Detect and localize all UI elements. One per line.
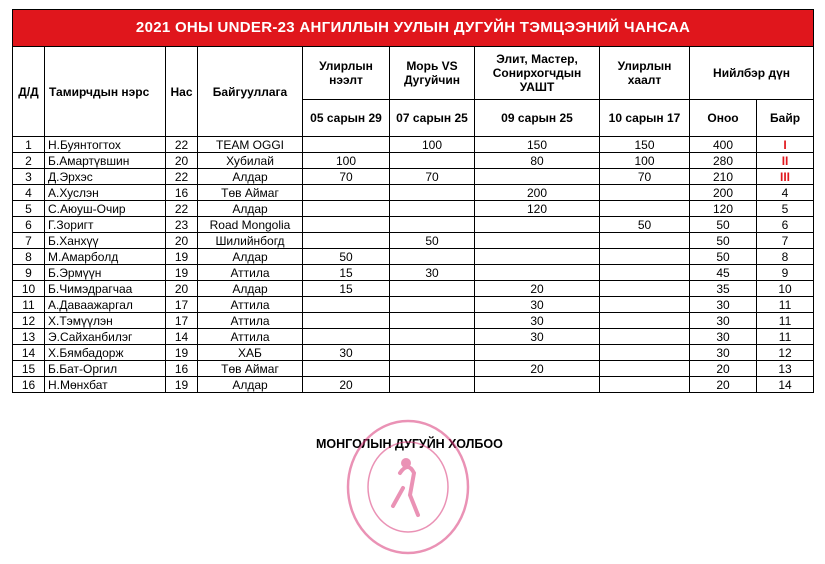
row-number: 16: [13, 377, 45, 393]
row-number: 9: [13, 265, 45, 281]
row-number: 5: [13, 201, 45, 217]
race4-points: [600, 377, 690, 393]
race2-points: 50: [390, 233, 475, 249]
race2-points: [390, 313, 475, 329]
athlete-org: ХАБ: [198, 345, 303, 361]
race4-points: [600, 345, 690, 361]
race3-points: [475, 265, 600, 281]
race2-points: [390, 153, 475, 169]
row-number: 4: [13, 185, 45, 201]
total-points: 30: [690, 345, 757, 361]
athlete-org: Аттила: [198, 297, 303, 313]
row-number: 10: [13, 281, 45, 297]
race3-points: [475, 249, 600, 265]
race2-points: [390, 377, 475, 393]
race3-points: 30: [475, 329, 600, 345]
col-header-race2: Морь VS Дугуйчин: [390, 47, 475, 100]
race4-points: [600, 329, 690, 345]
race4-points: 70: [600, 169, 690, 185]
federation-seal-stamp: [345, 418, 471, 556]
col-header-race1: Улирлын нээлт: [303, 47, 390, 100]
ranking-table: [12, 9, 814, 393]
athlete-org: Алдар: [198, 281, 303, 297]
row-number: 1: [13, 137, 45, 153]
athlete-name: Б.Чимэдрагчаа: [45, 281, 166, 297]
athlete-age: 19: [166, 265, 198, 281]
row-number: 15: [13, 361, 45, 377]
race3-points: 150: [475, 137, 600, 153]
race1-points: 100: [303, 153, 390, 169]
final-place: 12: [757, 345, 814, 361]
table-row: [13, 313, 814, 329]
row-number: 7: [13, 233, 45, 249]
race1-points: 70: [303, 169, 390, 185]
race4-points: [600, 201, 690, 217]
col-header-date2: 07 сарын 25: [390, 100, 475, 137]
race2-points: [390, 345, 475, 361]
race4-points: [600, 297, 690, 313]
race4-points: [600, 281, 690, 297]
athlete-name: Э.Сайханбилэг: [45, 329, 166, 345]
col-header-points: Оноо: [690, 100, 757, 137]
race1-points: [303, 233, 390, 249]
row-number: 12: [13, 313, 45, 329]
total-points: 280: [690, 153, 757, 169]
race1-points: [303, 361, 390, 377]
final-place: 10: [757, 281, 814, 297]
final-place: I: [757, 137, 814, 153]
race2-points: [390, 201, 475, 217]
athlete-age: 22: [166, 137, 198, 153]
final-place: 14: [757, 377, 814, 393]
race1-points: [303, 329, 390, 345]
race2-points: [390, 217, 475, 233]
total-points: 50: [690, 217, 757, 233]
race3-points: 120: [475, 201, 600, 217]
total-points: 30: [690, 297, 757, 313]
col-header-place: Байр: [757, 100, 814, 137]
athlete-org: Алдар: [198, 169, 303, 185]
total-points: 210: [690, 169, 757, 185]
table-row: [13, 361, 814, 377]
race4-points: [600, 233, 690, 249]
race3-points: 20: [475, 281, 600, 297]
athlete-org: Төв Аймаг: [198, 361, 303, 377]
row-number: 3: [13, 169, 45, 185]
athlete-age: 19: [166, 377, 198, 393]
col-header-race4: Улирлын хаалт: [600, 47, 690, 100]
final-place: 6: [757, 217, 814, 233]
athlete-name: Н.Мөнхбат: [45, 377, 166, 393]
race4-points: [600, 265, 690, 281]
table-row: [13, 265, 814, 281]
table-row: [13, 169, 814, 185]
race3-points: 30: [475, 313, 600, 329]
athlete-age: 23: [166, 217, 198, 233]
race2-points: [390, 329, 475, 345]
table-row: [13, 281, 814, 297]
race1-points: 20: [303, 377, 390, 393]
total-points: 30: [690, 329, 757, 345]
table-row: [13, 377, 814, 393]
athlete-name: Б.Бат-Оргил: [45, 361, 166, 377]
athlete-org: Road Mongolia: [198, 217, 303, 233]
race3-points: [475, 377, 600, 393]
race1-points: [303, 185, 390, 201]
athlete-org: Алдар: [198, 249, 303, 265]
race2-points: 70: [390, 169, 475, 185]
table-row: [13, 153, 814, 169]
athlete-name: Х.Тэмүүлэн: [45, 313, 166, 329]
race2-points: 100: [390, 137, 475, 153]
final-place: 4: [757, 185, 814, 201]
table-row: [13, 233, 814, 249]
athlete-age: 16: [166, 185, 198, 201]
total-points: 200: [690, 185, 757, 201]
race4-points: 150: [600, 137, 690, 153]
athlete-name: Б.Ханхүү: [45, 233, 166, 249]
athlete-org: Аттила: [198, 329, 303, 345]
athlete-org: TEAM OGGI: [198, 137, 303, 153]
athlete-age: 20: [166, 281, 198, 297]
race3-points: [475, 217, 600, 233]
row-number: 6: [13, 217, 45, 233]
race3-points: [475, 169, 600, 185]
total-points: 120: [690, 201, 757, 217]
race4-points: [600, 361, 690, 377]
race3-points: 30: [475, 297, 600, 313]
row-number: 8: [13, 249, 45, 265]
race2-points: [390, 249, 475, 265]
row-number: 11: [13, 297, 45, 313]
race1-points: [303, 297, 390, 313]
total-points: 20: [690, 377, 757, 393]
athlete-name: С.Аюуш-Очир: [45, 201, 166, 217]
athlete-age: 14: [166, 329, 198, 345]
race1-points: [303, 313, 390, 329]
athlete-org: Алдар: [198, 377, 303, 393]
table-row: [13, 137, 814, 153]
athlete-age: 22: [166, 201, 198, 217]
race4-points: [600, 249, 690, 265]
final-place: 5: [757, 201, 814, 217]
athlete-name: А.Даваажаргал: [45, 297, 166, 313]
athlete-name: Н.Буянтогтох: [45, 137, 166, 153]
col-header-date1: 05 сарын 29: [303, 100, 390, 137]
race2-points: [390, 297, 475, 313]
athlete-name: А.Хуслэн: [45, 185, 166, 201]
athlete-name: Б.Эрмүүн: [45, 265, 166, 281]
race1-points: [303, 201, 390, 217]
race3-points: [475, 345, 600, 361]
final-place: 11: [757, 329, 814, 345]
race3-points: 200: [475, 185, 600, 201]
race3-points: 80: [475, 153, 600, 169]
final-place: 9: [757, 265, 814, 281]
total-points: 35: [690, 281, 757, 297]
table-row: [13, 185, 814, 201]
row-number: 2: [13, 153, 45, 169]
final-place: 11: [757, 297, 814, 313]
athlete-name: Х.Бямбадорж: [45, 345, 166, 361]
athlete-name: М.Амарболд: [45, 249, 166, 265]
col-header-date3: 09 сарын 25: [475, 100, 600, 137]
total-points: 400: [690, 137, 757, 153]
total-points: 30: [690, 313, 757, 329]
athlete-org: Шилийнбогд: [198, 233, 303, 249]
race1-points: 15: [303, 281, 390, 297]
athlete-org: Аттила: [198, 265, 303, 281]
col-header-age: Нас: [166, 47, 198, 137]
athlete-org: Алдар: [198, 201, 303, 217]
col-header-race3: Элит, Мастер, Сонирхогчдын УАШТ: [475, 47, 600, 100]
final-place: 13: [757, 361, 814, 377]
athlete-age: 17: [166, 297, 198, 313]
table-row: [13, 329, 814, 345]
race4-points: 100: [600, 153, 690, 169]
race2-points: 30: [390, 265, 475, 281]
ranking-sheet: [12, 9, 813, 393]
final-place: 11: [757, 313, 814, 329]
athlete-age: 20: [166, 153, 198, 169]
race1-points: 50: [303, 249, 390, 265]
race1-points: [303, 137, 390, 153]
athlete-age: 22: [166, 169, 198, 185]
race4-points: [600, 185, 690, 201]
race1-points: [303, 217, 390, 233]
race4-points: [600, 313, 690, 329]
total-points: 20: [690, 361, 757, 377]
col-header-num: Д/Д: [13, 47, 45, 137]
total-points: 50: [690, 249, 757, 265]
col-header-total: Нийлбэр дүн: [690, 47, 814, 100]
race1-points: 30: [303, 345, 390, 361]
race1-points: 15: [303, 265, 390, 281]
athlete-age: 19: [166, 249, 198, 265]
athlete-name: Б.Амартүвшин: [45, 153, 166, 169]
col-header-name: Тамирчдын нэрс: [45, 47, 166, 137]
athlete-org: Хубилай: [198, 153, 303, 169]
athlete-org: Аттила: [198, 313, 303, 329]
total-points: 50: [690, 233, 757, 249]
race3-points: 20: [475, 361, 600, 377]
final-place: 7: [757, 233, 814, 249]
table-row: [13, 217, 814, 233]
total-points: 45: [690, 265, 757, 281]
athlete-name: Г.Зоригт: [45, 217, 166, 233]
col-header-date4: 10 сарын 17: [600, 100, 690, 137]
col-header-org: Байгууллага: [198, 47, 303, 137]
final-place: II: [757, 153, 814, 169]
row-number: 13: [13, 329, 45, 345]
athlete-age: 17: [166, 313, 198, 329]
row-number: 14: [13, 345, 45, 361]
race2-points: [390, 281, 475, 297]
athlete-age: 16: [166, 361, 198, 377]
final-place: III: [757, 169, 814, 185]
table-row: [13, 249, 814, 265]
race2-points: [390, 185, 475, 201]
federation-name: МОНГОЛЫН ДУГУЙН ХОЛБОО: [316, 437, 503, 451]
athlete-age: 20: [166, 233, 198, 249]
table-row: [13, 345, 814, 361]
athlete-name: Д.Эрхэс: [45, 169, 166, 185]
table-row: [13, 297, 814, 313]
race4-points: 50: [600, 217, 690, 233]
final-place: 8: [757, 249, 814, 265]
athlete-age: 19: [166, 345, 198, 361]
race3-points: [475, 233, 600, 249]
table-row: [13, 201, 814, 217]
table-title: 2021 ОНЫ UNDER-23 АНГИЛЛЫН УУЛЫН ДУГУЙН ТЭМЦЭЭНИЙ ЧАНСАА: [13, 10, 814, 47]
athlete-org: Төв Аймаг: [198, 185, 303, 201]
race2-points: [390, 361, 475, 377]
